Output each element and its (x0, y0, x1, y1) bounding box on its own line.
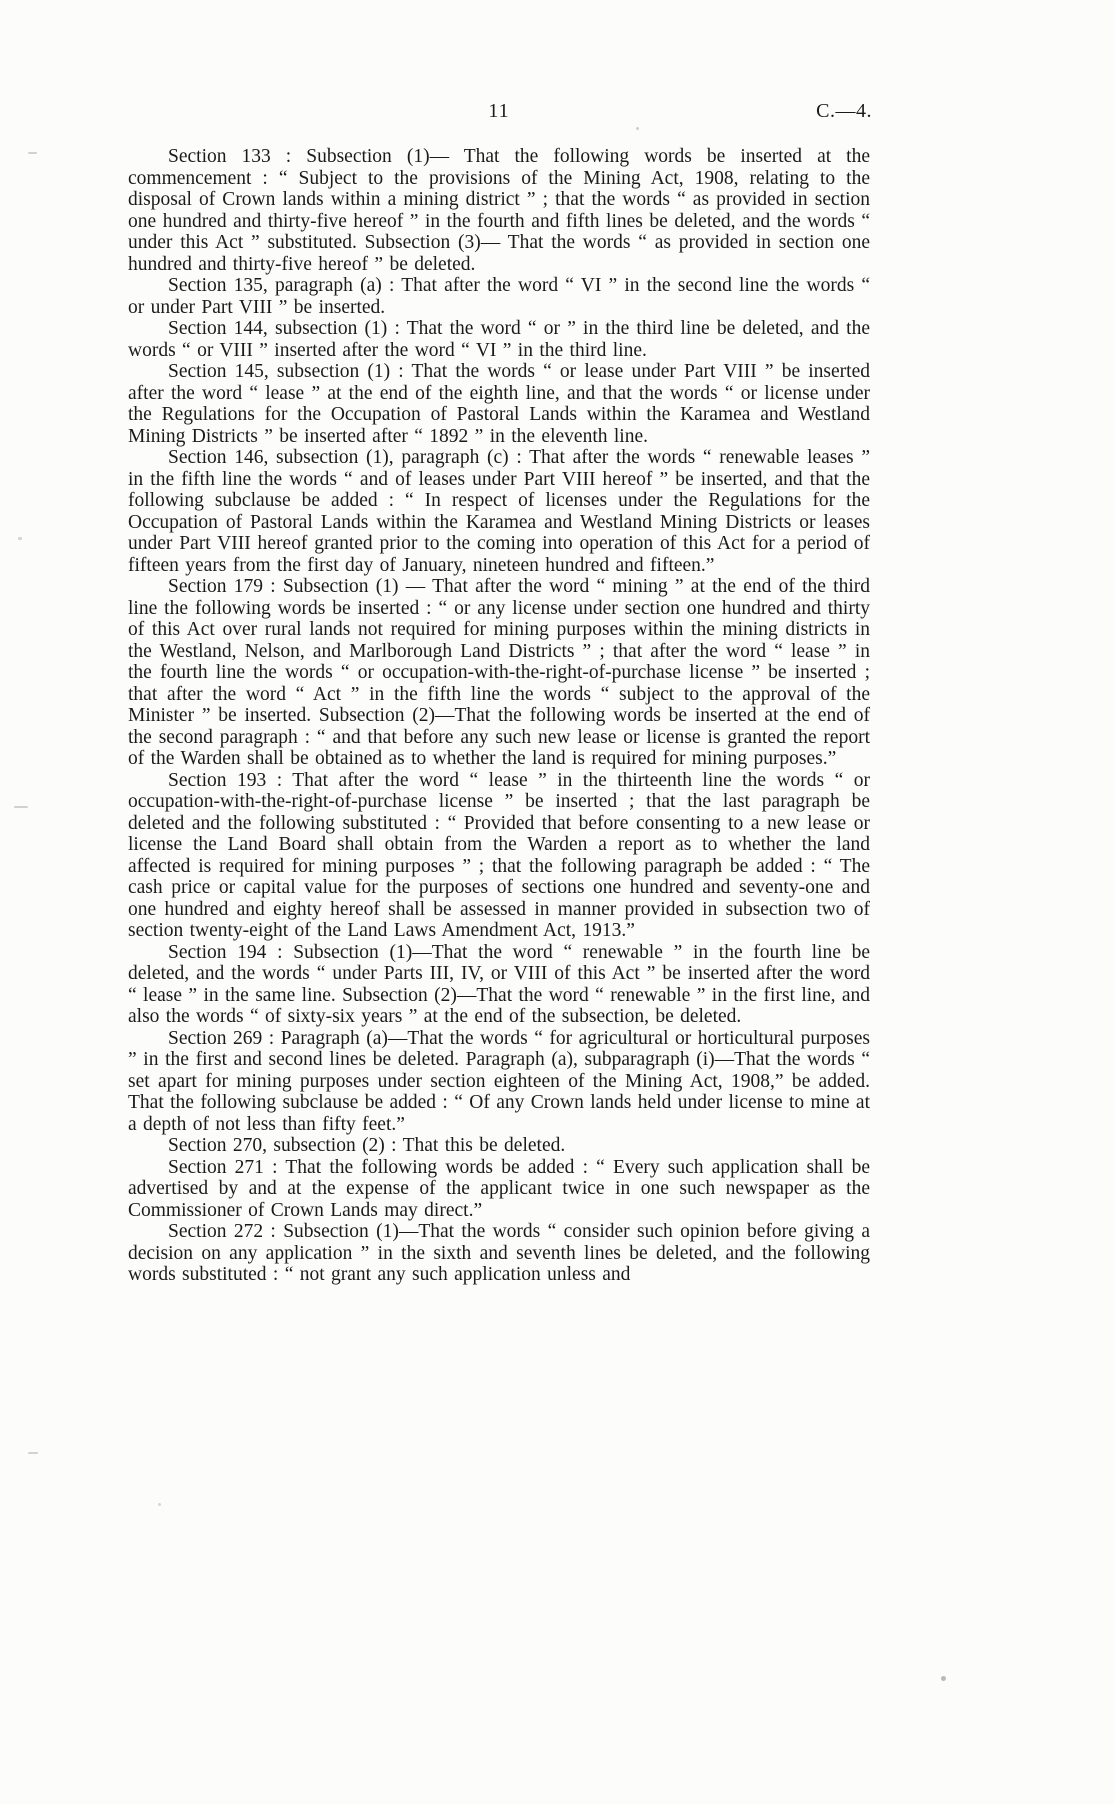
scan-artifact (28, 1452, 38, 1454)
page-header (128, 100, 870, 146)
paragraph-section-269: Section 269 : Paragraph (a)—That the words “ for agricultural or horticultural purposes ” in the first and second lines be deleted. Paragraph (a), subparagraph (i)—That the words “ set apart for mining purposes under section eighteen of the Mining Act, 1908,” be added. That the following subclause be added : “ Of any Crown lands held under license to mine at a depth of not less than fifty feet.” (128, 1027, 870, 1135)
scan-artifact (28, 152, 37, 154)
paragraph-section-271: Section 271 : That the following words be added : “ Every such application shall be advertised by and at the expense of the applicant twice in one such newspaper as the Commissioner of Crown Lands may direct.” (128, 1156, 870, 1221)
text-block (128, 100, 870, 1286)
paragraph-section-133: Section 133 : Subsection (1)— That the following words be inserted at the commencement : “ Subject to the provisions of the Mining Act, 1908, relating to the disposal of Crown lands within a mining district ” ; that the words “ as provided in section one hundred and thirty-five hereof ” in the fourth and fifth lines be deleted, and the words “ under this Act ” substituted. Subsection (3)— That the words “ as provided in section one hundred and thirty-five hereof ” be deleted. (128, 146, 870, 275)
page-number: 11 (488, 100, 510, 122)
scan-artifact (14, 806, 28, 808)
document-body (128, 146, 870, 1286)
paragraph-section-179: Section 179 : Subsection (1) — That after the word “ mining ” at the end of the third line the following words be inserted : “ or any license under section one hundred and thirty of this Act over rural lands not required for mining purposes within the mining districts in the Westland, Nelson, and Marlborough Land Districts ” ; that after the word “ lease ” in the fourth line the words “ or occupation-with-the-right-of-purchase license ” be inserted ; that after the word “ Act ” in the fifth line the words “ subject to the approval of the Minister ” be inserted. Subsection (2)—That the following words be inserted at the end of the second paragraph : “ and that before any such new lease or license is granted the report of the Warden shall be obtained as to whether the land is required for mining purposes.” (128, 576, 870, 769)
doc-reference: C.—4. (816, 100, 872, 122)
paragraph-section-146: Section 146, subsection (1), paragraph (c) : That after the words “ renewable leases ” in the fifth line the words “ and of leases under Part VIII hereof ” be inserted, and that the following subclause be added : “ In respect of licenses under the Regulations for the Occupation of Pastoral Lands within the Karamea and Westland Mining Districts or leases under Part VIII hereof granted prior to the coming into operation of this Act for a period of fifteen years from the first day of January, nineteen hundred and fifteen.” (128, 447, 870, 576)
paragraph-section-194: Section 194 : Subsection (1)—That the word “ renewable ” in the fourth line be deleted, and the words “ under Parts III, IV, or VIII of this Act ” be inserted after the word “ lease ” in the same line. Subsection (2)—That the word “ renewable ” in the first line, and also the words “ of sixty-six years ” at the end of the subsection, be deleted. (128, 941, 870, 1027)
paragraph-section-145: Section 145, subsection (1) : That the words “ or lease under Part VIII ” be inserted after the word “ lease ” at the end of the eighth line, and that the words “ or license under the Regulations for the Occupation of Pastoral Lands within the Karamea and Westland Mining Districts ” be inserted after “ 1892 ” in the eleventh line. (128, 361, 870, 447)
scan-artifact (158, 1503, 161, 1506)
paragraph-section-272: Section 272 : Subsection (1)—That the words “ consider such opinion before giving a decision on any application ” in the sixth and seventh lines be deleted, and the following words substituted : “ not grant any such application unless and (128, 1221, 870, 1285)
paragraph-section-270: Section 270, subsection (2) : That this be deleted. (168, 1135, 566, 1156)
paragraph-section-193: Section 193 : That after the word “ lease ” in the thirteenth line the words “ or occupation-with-the-right-of-purchase license ” be inserted ; that the last paragraph be deleted and the following substituted : “ Provided that before consenting to a new lease or license the Land Board shall obtain from the Warden a report as to whether the land affected is required for mining purposes ” ; that the following paragraph be added : “ The cash price or capital value for the purposes of sections one hundred and seventy-one and one hundred and eighty hereof shall be assessed in manner provided in subsection two of section twenty-eight of the Land Laws Amendment Act, 1913.” (128, 769, 870, 941)
scan-artifact (18, 537, 22, 540)
paragraph-section-135: Section 135, paragraph (a) : That after the word “ VI ” in the second line the words “ or under Part VIII ” be inserted. (128, 275, 870, 318)
scan-artifact (941, 1676, 946, 1681)
paragraph-section-144: Section 144, subsection (1) : That the word “ or ” in the third line be deleted, and the words “ or VIII ” inserted after the word “ VI ” in the third line. (128, 318, 870, 361)
